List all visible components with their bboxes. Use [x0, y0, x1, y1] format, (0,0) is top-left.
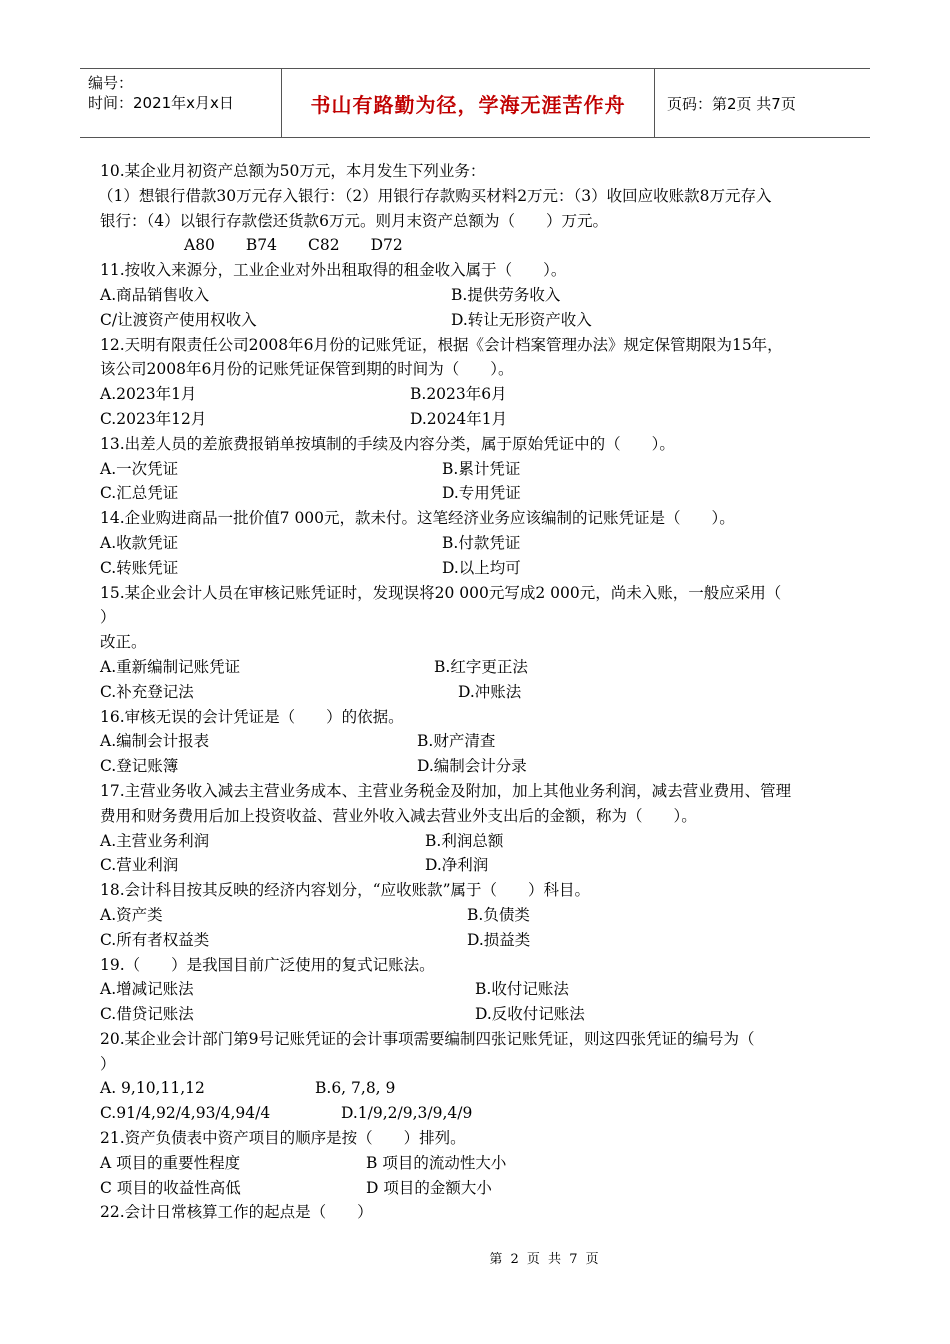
q22-stem: 22.会计日常核算工作的起点是（ ） — [100, 1203, 373, 1222]
page-header — [80, 68, 870, 138]
q20-stem-2: ） — [100, 1054, 116, 1073]
q13-stem: 13.出差人员的差旅费报销单按填制的手续及内容分类，属于原始凭证中的（ ）。 — [100, 434, 675, 453]
q10-stem: 10.某企业月初资产总额为50万元，本月发生下列业务： — [100, 162, 486, 180]
q15-stem-1: 15.某企业会计人员在审核记账凭证时，发现误将20 000元写成2 000元，尚未入账，一般应采用（ — [100, 583, 782, 602]
q15-option-b: B.红字更正法 — [434, 657, 528, 676]
q10-text-2: 银行：（4）以银行存款偿还货款6万元。则月末资产总额为（ ）万元。 — [100, 211, 608, 230]
q13-option-d: D.专用凭证 — [442, 484, 521, 503]
q20-option-d: D.1/9,2/9,3/9,4/9 — [341, 1104, 473, 1123]
q17-options-row-1 — [100, 829, 852, 854]
q11-option-c: C/让渡资产使用权收入 — [100, 310, 257, 329]
q12-option-c: C.2023年12月 — [100, 409, 207, 428]
q17-option-c: C.营业利润 — [100, 856, 179, 875]
q12-option-d: D.2024年1月 — [410, 409, 508, 428]
q15-option-d: D.冲账法 — [458, 682, 522, 701]
q11-stem: 11.按收入来源分，工业企业对外出租取得的租金收入属于（ ）。 — [100, 261, 567, 280]
q15-stem-3: 改正。 — [100, 633, 147, 652]
q12-stem-1: 12.天明有限责任公司2008年6月份的记账凭证，根据《会计档案管理办法》规定保管期限为15年， — [100, 335, 783, 354]
q13-option-c: C.汇总凭证 — [100, 484, 179, 503]
q13-option-b: B.累计凭证 — [442, 459, 521, 478]
q14-options-row-2 — [100, 556, 852, 581]
q15-stem-2: ） — [100, 608, 116, 627]
q13-option-a: A.一次凭证 — [100, 459, 179, 478]
q14-option-c: C.转账凭证 — [100, 558, 179, 577]
q11-options-row-1 — [100, 283, 852, 308]
q18-stem: 18.会计科目按其反映的经济内容划分，“应收账款”属于（ ）科目。 — [100, 881, 591, 900]
q20-option-a: A. 9,10,11,12 — [100, 1079, 205, 1098]
q12-option-b: B.2023年6月 — [410, 385, 507, 404]
q20-stem-1: 20.某企业会计部门第9号记账凭证的会计事项需要编制四张记账凭证，则这四张凭证的编号为（ — [100, 1029, 755, 1048]
q20-option-b: B.6, 7,8, 9 — [315, 1079, 396, 1098]
q21-option-b: B 项目的流动性大小 — [366, 1153, 507, 1172]
q19-option-d: D.反收付记账法 — [475, 1005, 585, 1024]
q16-stem: 16.审核无误的会计凭证是（ ）的依据。 — [100, 707, 404, 726]
q12-options-row-1 — [100, 382, 852, 407]
q21-options-row-2 — [100, 1176, 852, 1201]
q16-options-row-1 — [100, 729, 852, 754]
header-page-number: 页码：第2页 共7页 — [667, 94, 796, 113]
q14-option-a: A.收款凭证 — [100, 533, 179, 552]
q20-options-row-1 — [100, 1076, 852, 1101]
question-body — [100, 159, 852, 1225]
q19-stem: 19.（ ）是我国目前广泛使用的复式记账法。 — [100, 955, 435, 974]
q20-option-c: C.91/4,92/4,93/4,94/4 — [100, 1104, 271, 1123]
page-footer: 第 2 页 共 7 页 — [489, 1252, 601, 1267]
q18-options-row-1 — [100, 903, 852, 928]
q21-options-row-1 — [100, 1151, 852, 1176]
q21-option-c: C 项目的收益性高低 — [100, 1178, 241, 1197]
q13-options-row-2 — [100, 481, 852, 506]
q19-options-row-2 — [100, 1002, 852, 1027]
q13-options-row-1 — [100, 457, 852, 482]
q19-option-a: A.增减记账法 — [100, 980, 194, 999]
q16-option-c: C.登记账簿 — [100, 757, 179, 776]
q17-stem-2: 费用和财务费用后加上投资收益、营业外收入减去营业外支出后的金额，称为（ ）。 — [100, 806, 697, 825]
q12-option-a: A.2023年1月 — [100, 385, 197, 404]
q15-options-row-1 — [100, 655, 852, 680]
header-meta — [80, 69, 282, 137]
q14-options-row-1 — [100, 531, 852, 556]
q16-option-d: D.编制会计分录 — [417, 757, 527, 776]
q14-option-d: D.以上均可 — [442, 558, 521, 577]
q18-option-a: A.资产类 — [100, 905, 163, 924]
q16-options-row-2 — [100, 754, 852, 779]
q11-option-a: A.商品销售收入 — [100, 285, 210, 304]
q12-stem-2: 该公司2008年6月份的记账凭证保管到期的时间为（ ）。 — [100, 360, 514, 379]
q17-option-d: D.净利润 — [425, 856, 489, 875]
q21-option-a: A 项目的重要性程度 — [100, 1153, 241, 1172]
q19-options-row-1 — [100, 977, 852, 1002]
q10-options: A80 B74 C82 D72 — [184, 236, 403, 255]
q21-option-d: D 项目的金额大小 — [366, 1178, 492, 1197]
q14-stem: 14.企业购进商品一批价值7 000元，款未付。这笔经济业务应该编制的记账凭证是（ ）。 — [100, 509, 735, 528]
q21-stem: 21.资产负债表中资产项目的顺序是按（ ）排列。 — [100, 1129, 466, 1148]
doc-date: 时间：2021年x月x日 — [88, 94, 234, 112]
q14-option-b: B.付款凭证 — [442, 533, 521, 552]
q11-option-d: D.转让无形资产收入 — [451, 310, 592, 329]
header-slogan: 书山有路勤为径，学海无涯苦作舟 — [282, 69, 655, 137]
q18-option-d: D.损益类 — [467, 930, 531, 949]
q15-option-a: A.重新编制记账凭证 — [100, 657, 241, 676]
q20-options-row-2 — [100, 1101, 852, 1126]
q15-options-row-2 — [100, 680, 852, 705]
q17-stem-1: 17.主营业务收入减去主营业务成本、主营业务税金及附加，加上其他业务利润，减去营业费用、管理 — [100, 781, 792, 800]
q16-option-b: B.财产清查 — [417, 732, 496, 751]
q19-option-c: C.借贷记账法 — [100, 1005, 194, 1024]
q18-option-c: C.所有者权益类 — [100, 930, 210, 949]
q18-options-row-2 — [100, 928, 852, 953]
q11-options-row-2 — [100, 308, 852, 333]
q19-option-b: B.收付记账法 — [475, 980, 569, 999]
doc-number-label: 编号： — [88, 74, 134, 92]
q12-options-row-2 — [100, 407, 852, 432]
q16-option-a: A.编制会计报表 — [100, 732, 210, 751]
q17-option-b: B.利润总额 — [425, 831, 504, 850]
q18-option-b: B.负债类 — [467, 905, 530, 924]
q11-option-b: B.提供劳务收入 — [451, 285, 561, 304]
q10-text-1: （1）想银行借款30万元存入银行：（2）用银行存款购买材料2万元：（3）收回应收账款8万元存入 — [98, 186, 772, 205]
q15-option-c: C.补充登记法 — [100, 682, 194, 701]
q17-options-row-2 — [100, 853, 852, 878]
q17-option-a: A.主营业务利润 — [100, 831, 210, 850]
